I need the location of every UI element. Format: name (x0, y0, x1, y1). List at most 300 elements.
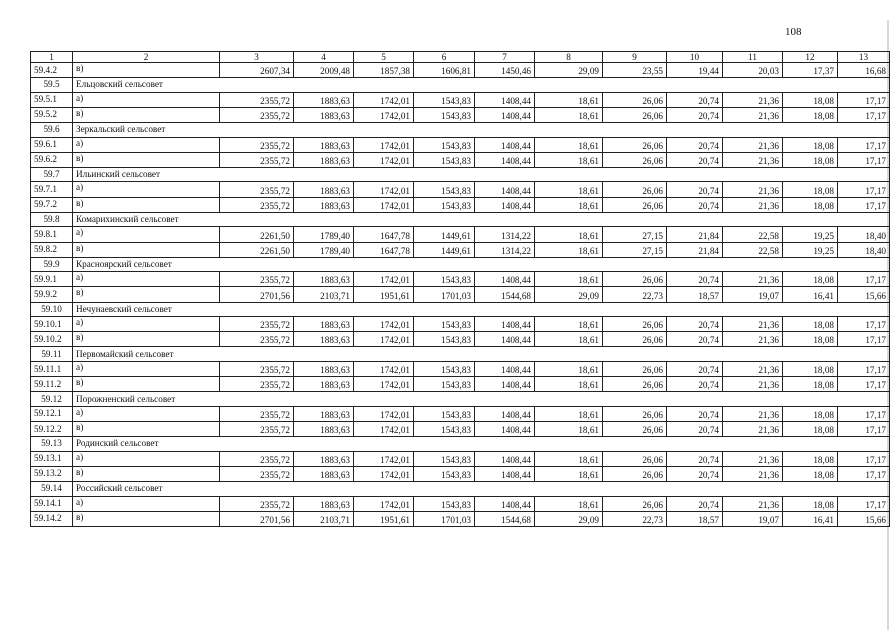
table-cell: 18,61 (535, 332, 603, 347)
table-cell: 17,17 (838, 406, 890, 421)
table-cell: 2701,56 (220, 287, 294, 302)
table-cell: 1543,83 (414, 92, 475, 107)
table-cell: 1951,61 (354, 287, 414, 302)
table-cell: 22,58 (723, 242, 783, 257)
table-cell: 18,61 (535, 422, 603, 437)
table-cell: 17,17 (838, 152, 890, 167)
table-cell: 2355,72 (220, 466, 294, 481)
table-row (31, 287, 890, 302)
row-subitem: а) (73, 406, 220, 421)
table-cell: 21,36 (723, 422, 783, 437)
row-subitem: в) (73, 287, 220, 302)
row-subitem: а) (73, 361, 220, 376)
table-cell: 26,06 (603, 137, 667, 152)
section-title: Первомайский сельсовет (73, 347, 890, 362)
table-cell: 18,61 (535, 182, 603, 197)
table-cell: 29,09 (535, 63, 603, 78)
table-cell: 21,36 (723, 92, 783, 107)
table-row (31, 317, 890, 332)
table-cell: 18,61 (535, 361, 603, 376)
table-cell: 2355,72 (220, 317, 294, 332)
table-cell: 20,74 (667, 317, 723, 332)
column-number: 10 (667, 52, 723, 63)
row-subitem: а) (73, 227, 220, 242)
row-code: 59.4.2 (31, 63, 73, 78)
table-cell: 17,17 (838, 451, 890, 466)
section-title: Родинский сельсовет (73, 437, 890, 452)
row-subitem: в) (73, 197, 220, 212)
table-cell: 20,74 (667, 361, 723, 376)
table-cell: 1883,63 (294, 422, 354, 437)
table-cell: 1742,01 (354, 422, 414, 437)
table-cell: 1742,01 (354, 451, 414, 466)
table-cell: 1742,01 (354, 377, 414, 392)
column-number: 1 (31, 52, 73, 63)
section-row (31, 123, 890, 138)
section-code: 59.7 (31, 167, 73, 182)
table-cell: 1742,01 (354, 182, 414, 197)
table-cell: 1789,40 (294, 227, 354, 242)
table-cell: 21,36 (723, 107, 783, 122)
table-cell: 2355,72 (220, 422, 294, 437)
table-cell: 1742,01 (354, 107, 414, 122)
table-cell: 17,17 (838, 92, 890, 107)
table-cell: 1883,63 (294, 182, 354, 197)
table-cell: 2355,72 (220, 92, 294, 107)
column-number: 3 (220, 52, 294, 63)
table-cell: 21,36 (723, 317, 783, 332)
row-subitem: в) (73, 466, 220, 481)
table-cell: 1647,78 (354, 242, 414, 257)
row-subitem: а) (73, 451, 220, 466)
table-cell: 17,17 (838, 422, 890, 437)
table-cell: 1543,83 (414, 466, 475, 481)
table-cell: 26,06 (603, 451, 667, 466)
table-cell: 18,61 (535, 496, 603, 511)
table-cell: 1543,83 (414, 272, 475, 287)
table-cell: 1742,01 (354, 152, 414, 167)
column-number: 6 (414, 52, 475, 63)
table-cell: 21,36 (723, 466, 783, 481)
column-number: 4 (294, 52, 354, 63)
table-cell: 26,06 (603, 317, 667, 332)
table-cell: 21,36 (723, 406, 783, 421)
table-cell: 1408,44 (475, 451, 535, 466)
table-cell: 1701,03 (414, 511, 475, 526)
table-cell: 1449,61 (414, 242, 475, 257)
section-row (31, 302, 890, 317)
row-subitem: в) (73, 242, 220, 257)
table-cell: 1543,83 (414, 496, 475, 511)
table-cell: 26,06 (603, 422, 667, 437)
row-code: 59.14.1 (31, 496, 73, 511)
table-cell: 2355,72 (220, 451, 294, 466)
table-cell: 17,17 (838, 496, 890, 511)
table-cell: 1408,44 (475, 107, 535, 122)
table-row (31, 451, 890, 466)
table-row (31, 406, 890, 421)
table-cell: 17,17 (838, 182, 890, 197)
table-cell: 16,41 (783, 287, 838, 302)
table-cell: 26,06 (603, 152, 667, 167)
section-title: Российский сельсовет (73, 482, 890, 497)
column-number: 8 (535, 52, 603, 63)
table-cell: 1543,83 (414, 152, 475, 167)
table-cell: 1408,44 (475, 406, 535, 421)
table-cell: 26,06 (603, 361, 667, 376)
row-subitem: в) (73, 511, 220, 526)
table-cell: 18,61 (535, 152, 603, 167)
table-cell: 1408,44 (475, 377, 535, 392)
table-cell: 1883,63 (294, 406, 354, 421)
table-cell: 1883,63 (294, 152, 354, 167)
row-subitem: а) (73, 137, 220, 152)
table-cell: 20,74 (667, 92, 723, 107)
table-cell: 1742,01 (354, 137, 414, 152)
table-cell: 26,06 (603, 377, 667, 392)
table-cell: 20,74 (667, 197, 723, 212)
table-cell: 1742,01 (354, 272, 414, 287)
table-cell: 1408,44 (475, 272, 535, 287)
table-cell: 17,17 (838, 272, 890, 287)
table-cell: 1543,83 (414, 137, 475, 152)
row-subitem: а) (73, 496, 220, 511)
table-cell: 1883,63 (294, 137, 354, 152)
tariff-table (30, 51, 890, 527)
table-cell: 1408,44 (475, 92, 535, 107)
table-cell: 1543,83 (414, 182, 475, 197)
row-code: 59.11.1 (31, 361, 73, 376)
table-row (31, 152, 890, 167)
table-row (31, 466, 890, 481)
table-cell: 18,40 (838, 227, 890, 242)
table-cell: 1883,63 (294, 496, 354, 511)
table-row (31, 92, 890, 107)
table-cell: 2103,71 (294, 511, 354, 526)
section-row (31, 167, 890, 182)
row-subitem: в) (73, 152, 220, 167)
table-cell: 18,08 (783, 137, 838, 152)
section-code: 59.5 (31, 78, 73, 93)
table-cell: 21,36 (723, 137, 783, 152)
table-cell: 19,25 (783, 242, 838, 257)
table-cell: 1883,63 (294, 361, 354, 376)
table-cell: 18,61 (535, 227, 603, 242)
table-cell: 18,61 (535, 107, 603, 122)
section-row (31, 212, 890, 227)
table-cell: 1543,83 (414, 197, 475, 212)
table-cell: 21,36 (723, 152, 783, 167)
row-code: 59.10.2 (31, 332, 73, 347)
table-cell: 20,74 (667, 137, 723, 152)
row-subitem: в) (73, 377, 220, 392)
table-cell: 1543,83 (414, 317, 475, 332)
table-cell: 20,74 (667, 406, 723, 421)
section-row (31, 257, 890, 272)
row-code: 59.5.2 (31, 107, 73, 122)
table-row (31, 242, 890, 257)
table-cell: 1647,78 (354, 227, 414, 242)
table-cell: 2355,72 (220, 197, 294, 212)
table-cell: 18,61 (535, 272, 603, 287)
table-cell: 1543,83 (414, 422, 475, 437)
table-cell: 27,15 (603, 242, 667, 257)
row-code: 59.12.1 (31, 406, 73, 421)
section-title: Порожненский сельсовет (73, 392, 890, 407)
table-cell: 1314,22 (475, 242, 535, 257)
table-cell: 1408,44 (475, 466, 535, 481)
table-cell: 18,08 (783, 92, 838, 107)
table-cell: 21,36 (723, 332, 783, 347)
section-code: 59.10 (31, 302, 73, 317)
table-cell: 20,74 (667, 496, 723, 511)
table-cell: 18,08 (783, 107, 838, 122)
table-cell: 2607,34 (220, 63, 294, 78)
table-row (31, 137, 890, 152)
table-cell: 19,07 (723, 287, 783, 302)
table-cell: 26,06 (603, 182, 667, 197)
table-cell: 1314,22 (475, 227, 535, 242)
row-code: 59.6.1 (31, 137, 73, 152)
table-cell: 20,74 (667, 107, 723, 122)
table-cell: 22,73 (603, 287, 667, 302)
table-cell: 1543,83 (414, 406, 475, 421)
section-row (31, 78, 890, 93)
section-code: 59.13 (31, 437, 73, 452)
row-code: 59.8.2 (31, 242, 73, 257)
table-cell: 18,40 (838, 242, 890, 257)
table-cell: 26,06 (603, 197, 667, 212)
table-cell: 1450,46 (475, 63, 535, 78)
table-cell: 1408,44 (475, 317, 535, 332)
table-cell: 18,08 (783, 182, 838, 197)
table-cell: 18,61 (535, 137, 603, 152)
table-body (31, 52, 890, 527)
section-code: 59.6 (31, 123, 73, 138)
table-cell: 1883,63 (294, 451, 354, 466)
table-cell: 18,08 (783, 422, 838, 437)
table-cell: 1408,44 (475, 137, 535, 152)
table-cell: 16,68 (838, 63, 890, 78)
table-cell: 22,73 (603, 511, 667, 526)
table-cell: 2009,48 (294, 63, 354, 78)
row-code: 59.9.1 (31, 272, 73, 287)
table-cell: 21,36 (723, 361, 783, 376)
table-row (31, 422, 890, 437)
section-title: Ильинский сельсовет (73, 167, 890, 182)
table-cell: 18,61 (535, 242, 603, 257)
row-code: 59.9.2 (31, 287, 73, 302)
table-cell: 2355,72 (220, 107, 294, 122)
table-cell: 18,08 (783, 332, 838, 347)
table-row (31, 63, 890, 78)
table-cell: 18,08 (783, 152, 838, 167)
row-subitem: в) (73, 63, 220, 78)
table-cell: 19,25 (783, 227, 838, 242)
table-cell: 20,74 (667, 377, 723, 392)
table-cell: 1742,01 (354, 466, 414, 481)
row-code: 59.14.2 (31, 511, 73, 526)
table-cell: 21,84 (667, 227, 723, 242)
section-title: Нечунаевский сельсовет (73, 302, 890, 317)
table-cell: 18,61 (535, 377, 603, 392)
row-code: 59.13.2 (31, 466, 73, 481)
row-code: 59.5.1 (31, 92, 73, 107)
section-title: Красноярский сельсовет (73, 257, 890, 272)
table-cell: 1408,44 (475, 152, 535, 167)
table-cell: 2355,72 (220, 272, 294, 287)
table-cell: 1742,01 (354, 332, 414, 347)
table-cell: 1408,44 (475, 496, 535, 511)
row-code: 59.7.1 (31, 182, 73, 197)
table-cell: 18,61 (535, 406, 603, 421)
table-cell: 19,44 (667, 63, 723, 78)
table-cell: 26,06 (603, 466, 667, 481)
column-number: 5 (354, 52, 414, 63)
table-cell: 21,36 (723, 272, 783, 287)
row-subitem: в) (73, 332, 220, 347)
table-cell: 23,55 (603, 63, 667, 78)
table-cell: 1742,01 (354, 496, 414, 511)
row-subitem: а) (73, 182, 220, 197)
section-code: 59.14 (31, 482, 73, 497)
table-cell: 1951,61 (354, 511, 414, 526)
table-cell: 18,61 (535, 466, 603, 481)
section-row (31, 482, 890, 497)
table-cell: 15,66 (838, 287, 890, 302)
table-cell: 21,36 (723, 496, 783, 511)
row-subitem: а) (73, 317, 220, 332)
column-number: 7 (475, 52, 535, 63)
table-cell: 27,15 (603, 227, 667, 242)
table-cell: 1742,01 (354, 317, 414, 332)
table-cell: 26,06 (603, 332, 667, 347)
table-cell: 20,74 (667, 152, 723, 167)
table-cell: 18,57 (667, 511, 723, 526)
row-code: 59.10.1 (31, 317, 73, 332)
table-row (31, 227, 890, 242)
table-cell: 21,36 (723, 182, 783, 197)
table-cell: 1883,63 (294, 332, 354, 347)
section-code: 59.8 (31, 212, 73, 227)
table-cell: 1701,03 (414, 287, 475, 302)
table-row (31, 107, 890, 122)
row-code: 59.13.1 (31, 451, 73, 466)
table-cell: 1742,01 (354, 406, 414, 421)
table-cell: 1789,40 (294, 242, 354, 257)
column-number: 11 (723, 52, 783, 63)
table-cell: 1408,44 (475, 361, 535, 376)
section-title: Зеркальский сельсовет (73, 123, 890, 138)
table-cell: 20,74 (667, 466, 723, 481)
table-row (31, 377, 890, 392)
table-cell: 1883,63 (294, 197, 354, 212)
table-cell: 17,17 (838, 197, 890, 212)
table-cell: 1543,83 (414, 332, 475, 347)
table-cell: 1449,61 (414, 227, 475, 242)
table-cell: 20,03 (723, 63, 783, 78)
table-cell: 21,36 (723, 377, 783, 392)
table-cell: 1883,63 (294, 317, 354, 332)
table-cell: 2261,50 (220, 227, 294, 242)
table-cell: 26,06 (603, 107, 667, 122)
table-cell: 17,17 (838, 107, 890, 122)
table-cell: 29,09 (535, 287, 603, 302)
table-cell: 1883,63 (294, 466, 354, 481)
table-cell: 18,08 (783, 361, 838, 376)
table-cell: 1883,63 (294, 377, 354, 392)
table-cell: 1742,01 (354, 361, 414, 376)
table-cell: 2701,56 (220, 511, 294, 526)
table-cell: 18,61 (535, 92, 603, 107)
column-number: 9 (603, 52, 667, 63)
table-cell: 1543,83 (414, 361, 475, 376)
table-cell: 2355,72 (220, 377, 294, 392)
table-cell: 21,36 (723, 197, 783, 212)
table-cell: 16,41 (783, 511, 838, 526)
table-cell: 1544,68 (475, 511, 535, 526)
section-code: 59.12 (31, 392, 73, 407)
table-cell: 17,17 (838, 466, 890, 481)
table-cell: 18,61 (535, 317, 603, 332)
table-cell: 21,36 (723, 451, 783, 466)
column-number: 2 (73, 52, 220, 63)
table-cell: 2103,71 (294, 287, 354, 302)
table-cell: 18,08 (783, 451, 838, 466)
row-subitem: а) (73, 272, 220, 287)
table-cell: 20,74 (667, 272, 723, 287)
table-cell: 2355,72 (220, 361, 294, 376)
table-cell: 26,06 (603, 406, 667, 421)
table-row (31, 511, 890, 526)
table-cell: 2355,72 (220, 332, 294, 347)
table-cell: 1408,44 (475, 182, 535, 197)
section-title: Ельцовский сельсовет (73, 78, 890, 93)
column-number: 13 (838, 52, 890, 63)
table-cell: 18,57 (667, 287, 723, 302)
row-code: 59.8.1 (31, 227, 73, 242)
table-cell: 19,07 (723, 511, 783, 526)
table-cell: 1742,01 (354, 197, 414, 212)
table-cell: 21,84 (667, 242, 723, 257)
section-title: Комарихинский сельсовет (73, 212, 890, 227)
row-subitem: а) (73, 92, 220, 107)
table-cell: 26,06 (603, 496, 667, 511)
table-cell: 18,08 (783, 317, 838, 332)
table-cell: 2355,72 (220, 152, 294, 167)
table-cell: 18,08 (783, 466, 838, 481)
table-cell: 2355,72 (220, 137, 294, 152)
table-cell: 2355,72 (220, 406, 294, 421)
table-row (31, 361, 890, 376)
table-cell: 20,74 (667, 451, 723, 466)
table-cell: 1883,63 (294, 272, 354, 287)
section-row (31, 437, 890, 452)
row-code: 59.11.2 (31, 377, 73, 392)
table-cell: 29,09 (535, 511, 603, 526)
table-cell: 1606,81 (414, 63, 475, 78)
table-cell: 18,08 (783, 406, 838, 421)
row-subitem: в) (73, 107, 220, 122)
table-cell: 17,17 (838, 137, 890, 152)
table-cell: 17,17 (838, 317, 890, 332)
table-cell: 26,06 (603, 92, 667, 107)
section-code: 59.9 (31, 257, 73, 272)
table-cell: 18,08 (783, 197, 838, 212)
table-row (31, 197, 890, 212)
table-cell: 20,74 (667, 332, 723, 347)
table-cell: 1883,63 (294, 107, 354, 122)
